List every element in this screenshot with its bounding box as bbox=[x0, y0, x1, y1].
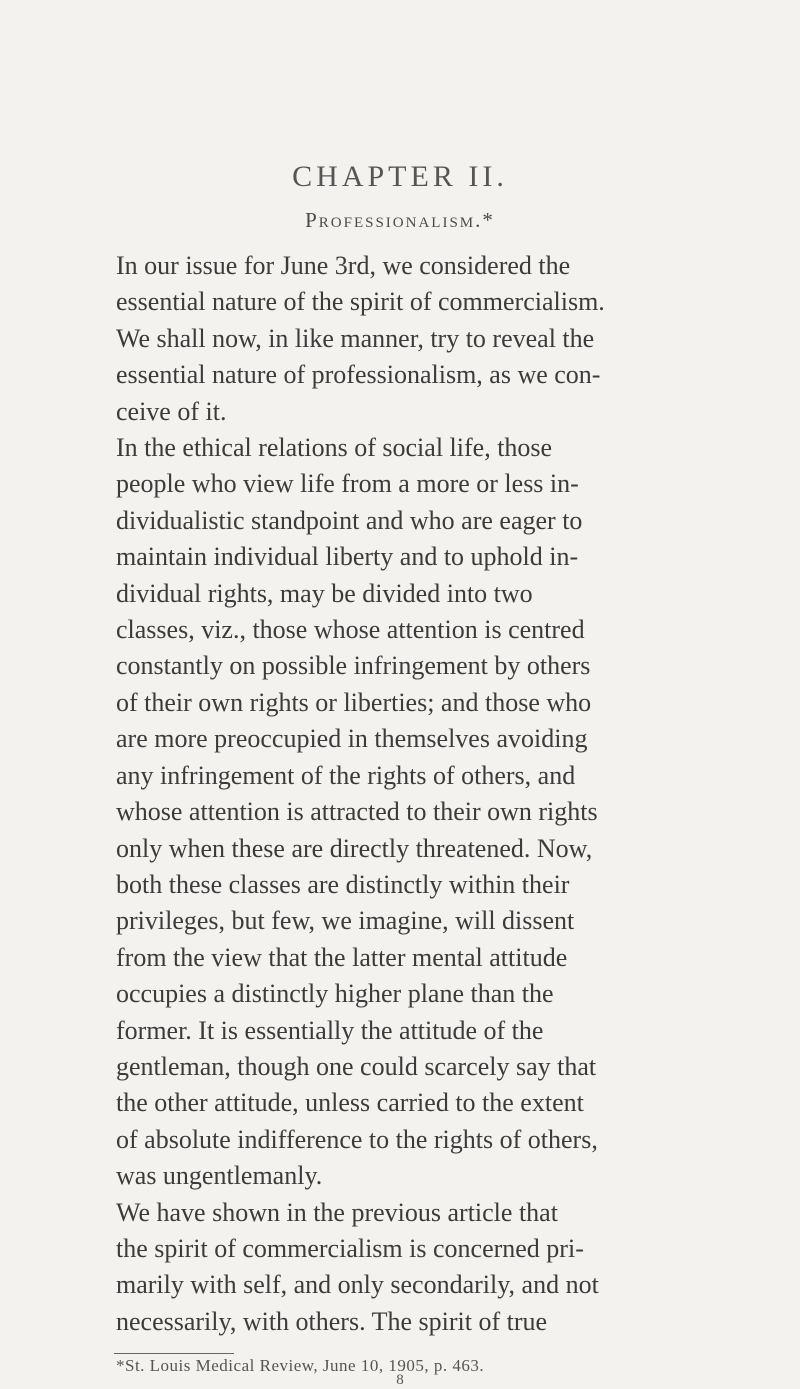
text-line: constantly on possible infringement by others bbox=[116, 651, 591, 681]
footnote: *St. Louis Medical Review, June 10, 1905, p. 463. bbox=[116, 1356, 485, 1375]
paragraph-2 bbox=[88, 430, 688, 1195]
text-line: the other attitude, unless carried to the extent bbox=[116, 1088, 584, 1118]
text-line: We have shown in the previous article that bbox=[116, 1197, 558, 1227]
text-line: essential nature of the spirit of commercialism. bbox=[116, 287, 605, 317]
text-line: both these classes are distinctly within their bbox=[116, 869, 570, 899]
text-line: the spirit of commercialism is concerned pri- bbox=[116, 1233, 584, 1263]
section-title: Professionalism.* bbox=[305, 208, 495, 232]
text-line: are more preoccupied in themselves avoiding bbox=[116, 724, 588, 754]
text-line: former. It is essentially the attitude of the bbox=[116, 1015, 544, 1045]
text-line: from the view that the latter mental attitude bbox=[116, 942, 568, 972]
text-line: whose attention is attracted to their own rights bbox=[116, 797, 598, 827]
page-number: 8 bbox=[396, 1372, 404, 1388]
paragraph-3 bbox=[88, 1195, 688, 1341]
text-line: only when these are directly threatened. Now, bbox=[116, 833, 593, 863]
text-line: necessarily, with others. The spirit of true bbox=[116, 1306, 548, 1336]
footnote-rule bbox=[114, 1353, 234, 1354]
text-line: dividual rights, may be divided into two bbox=[116, 578, 533, 608]
text-line: ceive of it. bbox=[116, 396, 227, 426]
text-line: We shall now, in like manner, try to reveal the bbox=[116, 323, 595, 353]
text-line: marily with self, and only secondarily, and not bbox=[116, 1270, 599, 1300]
text-line: privileges, but few, we imagine, will dissent bbox=[116, 906, 575, 936]
paragraph-1 bbox=[88, 248, 688, 430]
text-line: of absolute indifference to the rights of others, bbox=[116, 1124, 598, 1154]
text-line: In the ethical relations of social life, those bbox=[116, 433, 553, 463]
text-line: classes, viz., those whose attention is centred bbox=[116, 615, 585, 645]
chapter-title: CHAPTER II. bbox=[292, 160, 508, 193]
text-line: of their own rights or liberties; and those who bbox=[116, 687, 592, 717]
body-text bbox=[88, 248, 688, 1340]
text-line: maintain individual liberty and to uphold in- bbox=[116, 542, 579, 572]
text-line: gentleman, though one could scarcely say that bbox=[116, 1051, 597, 1081]
text-line: essential nature of professionalism, as we con- bbox=[116, 360, 601, 390]
text-line: occupies a distinctly higher plane than the bbox=[116, 979, 554, 1009]
text-line: people who view life from a more or less in- bbox=[116, 469, 579, 499]
text-line: In our issue for June 3rd, we considered the bbox=[116, 251, 571, 280]
text-line: was ungentlemanly. bbox=[116, 1161, 323, 1191]
text-line: dividualistic standpoint and who are eager to bbox=[116, 505, 583, 535]
text-line: any infringement of the rights of others, and bbox=[116, 760, 576, 790]
